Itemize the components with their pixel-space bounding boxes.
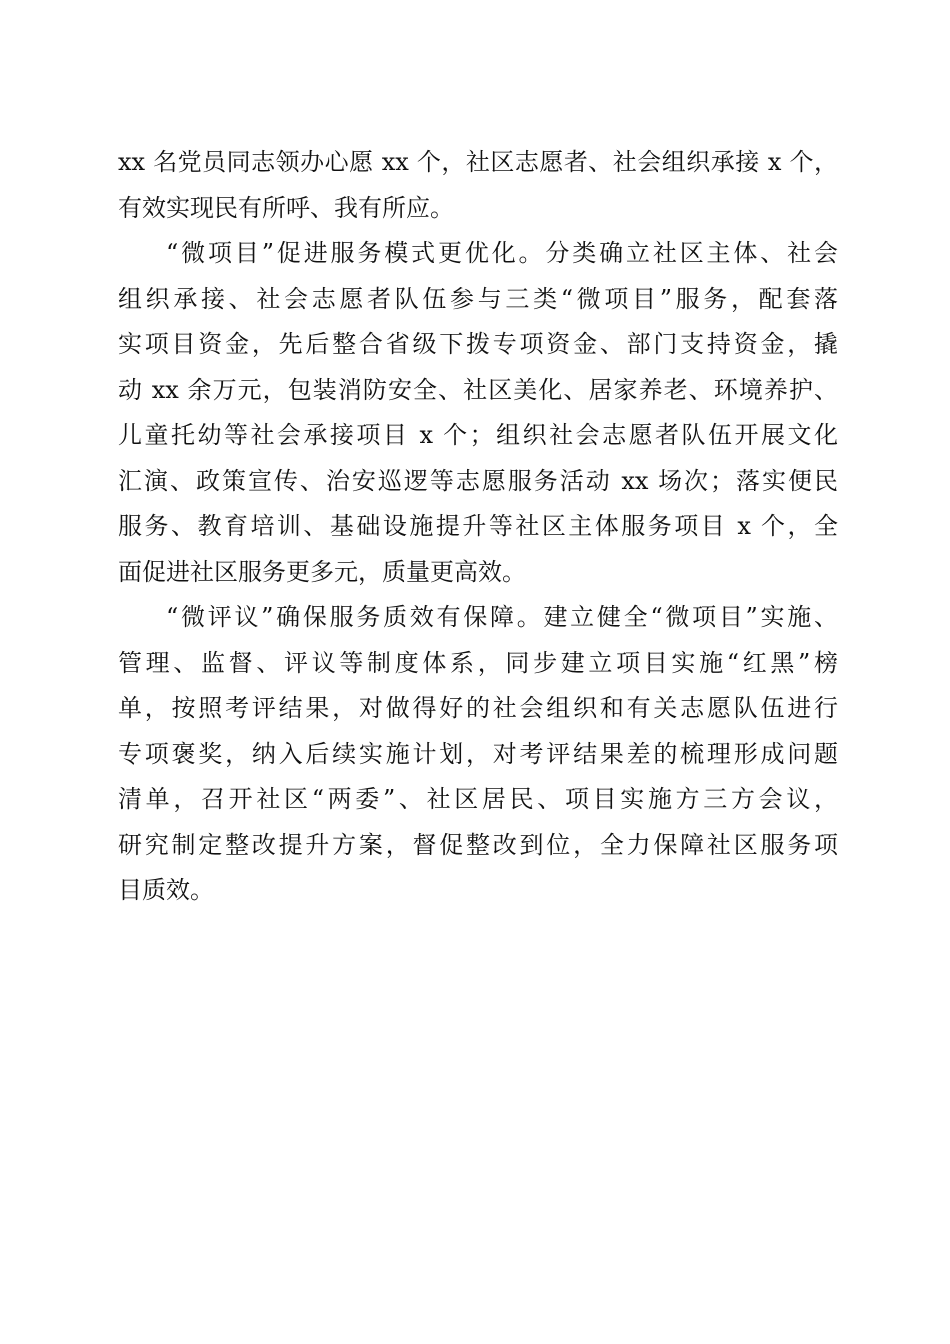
text-line: 管理、监督、评议等制度体系，同步建立项目实施“红黑”榜 [118, 648, 838, 677]
text-line: 动 xx 余万元，包装消防安全、社区美化、居家养老、环境养护、 [118, 375, 838, 404]
text-line: 汇演、政策宣传、治安巡逻等志愿服务活动 xx 场次；落实便民 [118, 466, 838, 495]
text-line: 面促进社区服务更多元，质量更高效。 [118, 557, 526, 586]
text-line: 研究制定整改提升方案，督促整改到位，全力保障社区服务项 [118, 830, 838, 859]
text-line: 专项褒奖，纳入后续实施计划，对考评结果差的梳理形成问题 [118, 739, 838, 768]
text-line: xx 名党员同志领办心愿 xx 个，社区志愿者、社会组织承接 x 个， [118, 148, 838, 176]
text-line: 实项目资金，先后整合省级下拨专项资金、部门支持资金，撬 [118, 330, 838, 358]
paragraph-2 [118, 231, 838, 595]
paragraph-1 [118, 140, 838, 231]
document-body [118, 140, 838, 914]
text-line: “微评议”确保服务质效有保障。建立健全“微项目”实施、 [166, 603, 838, 631]
text-line: “微项目”促进服务模式更优化。分类确立社区主体、社会 [166, 239, 838, 267]
text-line: 组织承接、社会志愿者队伍参与三类“微项目”服务，配套落 [118, 284, 838, 313]
text-line: 儿童托幼等社会承接项目 x 个；组织社会志愿者队伍开展文化 [118, 421, 838, 449]
text-line: 清单，召开社区“两委”、社区居民、项目实施方三方会议， [118, 785, 838, 813]
text-line: 有效实现民有所呼、我有所应。 [118, 193, 454, 222]
text-line: 服务、教育培训、基础设施提升等社区主体服务项目 x 个，全 [118, 512, 838, 540]
text-line: 目质效。 [118, 876, 214, 904]
paragraph-3 [118, 595, 838, 914]
text-line: 单，按照考评结果，对做得好的社会组织和有关志愿队伍进行 [118, 694, 838, 722]
